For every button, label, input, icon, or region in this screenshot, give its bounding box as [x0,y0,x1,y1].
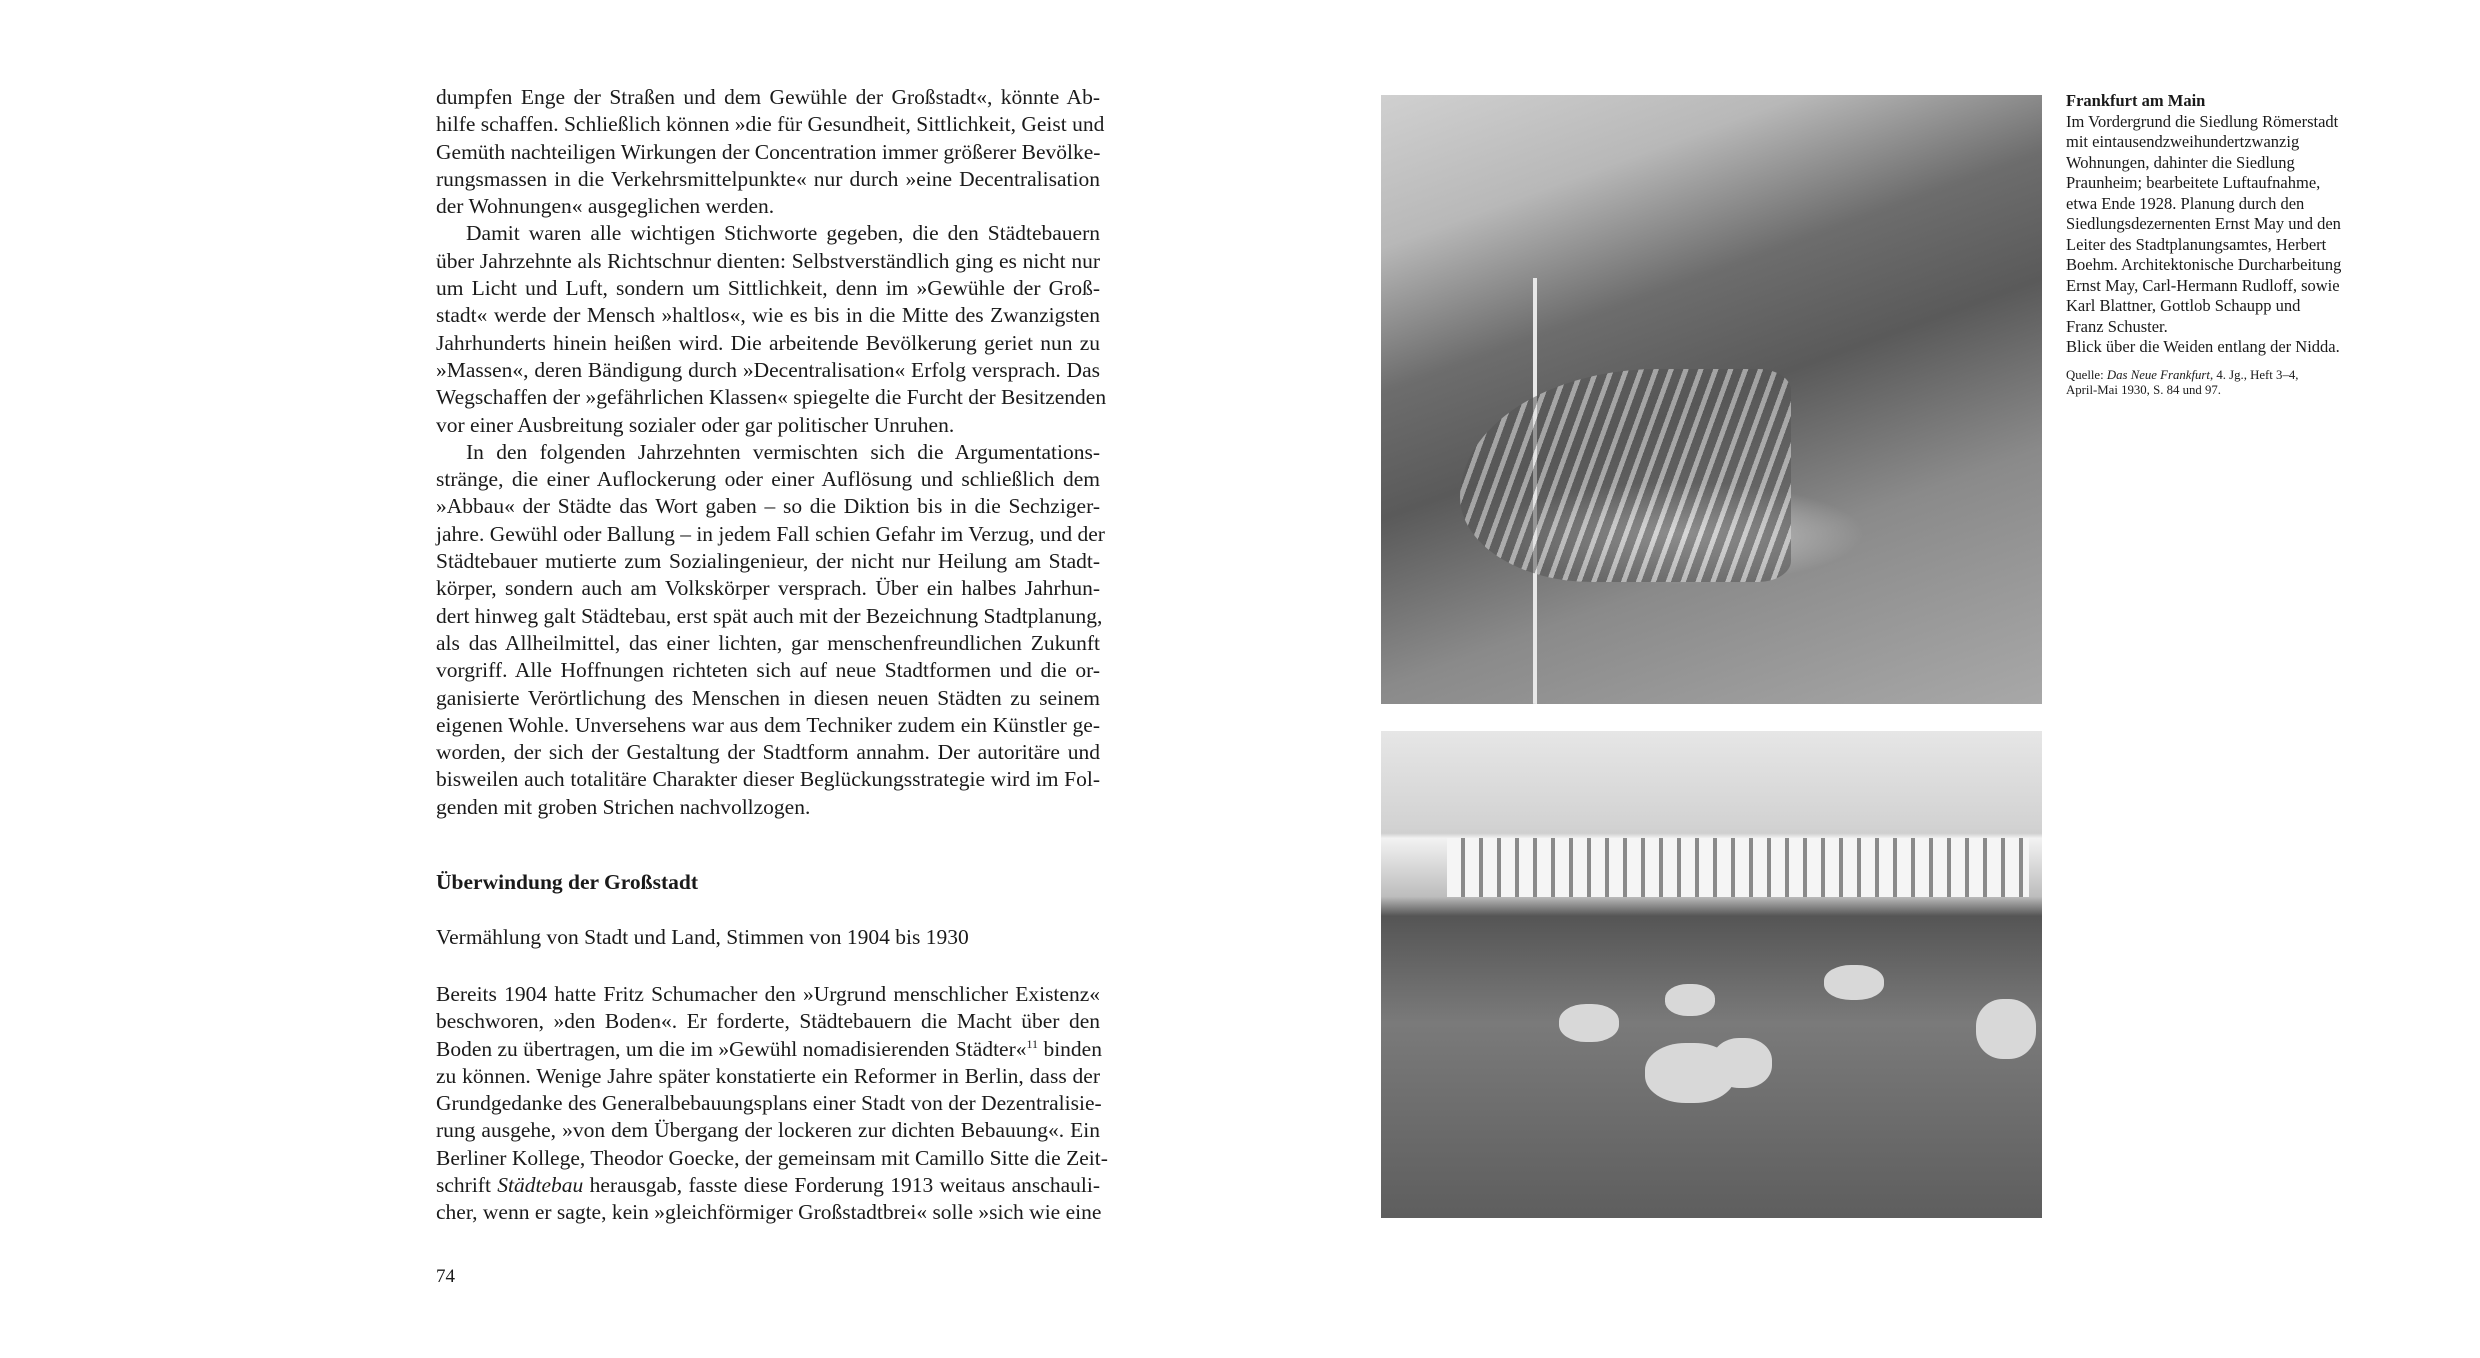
caption-line: Leiter des Stadtplanungsamtes, Herbert [2066,234,2327,254]
text-line: rung ausgehe, »von dem Übergang der lockeren zur dichten Bebauung«. Ein [436,1118,1100,1143]
text-line: genden mit groben Strichen nachvollzogen. [436,794,811,819]
text-line: stränge, die einer Auflockerung oder einer Auflösung und schließlich dem [436,467,1100,492]
source-label: Quelle: [2066,367,2107,382]
text-line: Grundgedanke des Generalbebauungsplans einer Stadt von der Dezentralisie- [436,1091,1102,1116]
aerial-photo-roemerstadt [1381,95,2042,704]
text-line: In den folgenden Jahrzehnten vermischten sich die Argumentations- [466,439,1100,464]
journal-title: Städtebau [497,1173,584,1198]
photo-sheep-pasture [1381,731,2042,1218]
caption-line: Blick über die Weiden entlang der Nidda. [2066,337,2340,356]
text-line: worden, der sich der Gestaltung der Stadtform annahm. Der autoritäre und [436,740,1100,765]
caption-line: Boehm. Architektonische Durcharbeitung [2066,255,2342,274]
caption-line: Ernst May, Carl-Hermann Rudloff, sowie [2066,275,2340,295]
text-line: jahre. Gewühl oder Ballung – in jedem Fall schien Gefahr im Verzug, und der [436,521,1105,546]
caption-title: Frankfurt am Main [2066,91,2206,110]
text-line: vorgriff. Alle Hoffnungen richteten sich auf neue Stadtformen und die or- [436,658,1100,683]
body-text-top [436,84,1107,821]
text-line: stadt« werde der Mensch »haltlos«, wie es bis in die Mitte des Zwanzigsten [436,303,1100,328]
text-line: bisweilen auch totalitäre Charakter dieser Beglückungsstrategie wird im Fol- [436,767,1100,792]
sheep [1824,965,1884,1000]
text-line: dumpfen Enge der Straßen und dem Gewühle der Großstadt«, könnte Ab- [436,85,1100,109]
caption-line: Im Vordergrund die Siedlung Römerstadt [2066,111,2339,131]
text-line: eigenen Wohle. Unversehens war aus dem Techniker zudem ein Künstler ge- [436,712,1100,737]
text-span: schrift [436,1173,498,1198]
section-paragraph [436,981,1108,1227]
text-line: »Massen«, deren Bändigung durch »Decentralisation« Erfolg versprach. Das [436,357,1100,382]
text-line: cher, wenn er sagte, kein »gleichförmiger Großstadtbrei« solle »sich wie eine [436,1200,1102,1225]
caption-body [2066,112,2396,358]
page-number: 74 [436,1266,455,1287]
text-line: Jahrhunderts hinein heißen wird. Die arbeitende Bevölkerung geriet nun zu [436,330,1100,355]
source-detail: April-Mai 1930, S. 84 und 97. [2066,383,2221,397]
text-line: als das Allheilmittel, das einer lichten, gar menschenfreundlichen Zukunft [436,630,1100,655]
text-span: herausgab, fasste diese Forderung 1913 weitaus anschauli- [583,1173,1100,1198]
caption-line: Wohnungen, dahinter die Siedlung [2066,152,2295,172]
text-span: binden [1038,1036,1102,1061]
sheep [1976,999,2036,1059]
text-line: »Abbau« der Städte das Wort gaben – so die Diktion bis in die Sechziger- [436,494,1100,519]
text-line [436,1172,1100,1199]
text-line: körper, sondern auch am Volkskörper versprach. Über ein halbes Jahrhun- [436,576,1100,601]
text-line: um Licht und Luft, sondern um Sittlichkeit, denn im »Gewühle der Groß- [436,276,1100,301]
caption-line: Karl Blattner, Gottlob Schaupp und [2066,296,2301,315]
sheep [1712,1038,1772,1088]
section-subheading: Vermählung von Stadt und Land, Stimmen von 1904 bis 1930 [436,925,969,949]
text-line: Gemüth nachteiligen Wirkungen der Concentration immer größerer Bevölke- [436,139,1101,164]
housing-block [1447,838,2029,896]
text-line: dert hinweg galt Städtebau, erst spät auch mit der Bezeichnung Stadtplanung, [436,603,1103,628]
text-line: ganisierte Verörtlichung des Menschen in diesen neuen Städten zu seinem [436,685,1100,710]
text-line: vor einer Ausbreitung sozialer oder gar politischer Unruhen. [436,412,955,437]
caption-line: Praunheim; bearbeitete Luftaufnahme, [2066,173,2321,192]
sheep [1559,1004,1619,1042]
text-line: beschworen, »den Boden«. Er forderte, Städtebauern die Macht über den [436,1009,1100,1034]
text-line: Wegschaffen der »gefährlichen Klassen« spiegelte die Furcht der Besitzenden [436,385,1107,410]
text-line: der Wohnungen« ausgeglichen werden. [436,194,775,219]
text-line: über Jahrzehnte als Richtschnur dienten: Selbstverständlich ging es nicht nur [436,248,1100,273]
source-detail: , 4. Jg., Heft 3–4, [2209,367,2299,382]
text-line: Damit waren alle wichtigen Stichworte gegeben, die den Städtebauern [466,221,1100,246]
section-heading: Überwindung der Großstadt [436,870,699,894]
caption-line: Franz Schuster. [2066,316,2168,336]
caption-line: etwa Ende 1928. Planung durch den [2066,193,2305,213]
text-span: Boden zu übertragen, um die im »Gewühl nomadisierenden Städter« [436,1036,1027,1061]
caption-line: mit eintausendzweihundertzwanzig [2066,132,2300,151]
caption-line: Siedlungsdezernenten Ernst May und den [2066,214,2341,233]
text-line: rungsmassen in die Verkehrsmittelpunkte« nur durch »eine Decentralisation [436,166,1100,191]
text-line [436,1036,1100,1063]
figure-caption [2066,91,2396,399]
text-line: hilfe schaffen. Schließlich können »die für Gesundheit, Sittlichkeit, Geist und [436,112,1105,137]
source-title: Das Neue Frankfurt [2106,367,2210,382]
text-line: zu können. Wenige Jahre später konstatierte ein Reformer in Berlin, dass der [436,1063,1100,1088]
caption-source [2066,368,2396,399]
text-line: Bereits 1904 hatte Fritz Schumacher den »Urgrund menschlicher Existenz« [436,982,1100,1006]
text-line: Berliner Kollege, Theodor Goecke, der gemeinsam mit Camillo Sitte die Zeit- [436,1145,1108,1170]
sheep [1665,984,1715,1016]
footnote-marker[interactable]: 11 [1026,1036,1039,1051]
text-line: Städtebauer mutierte zum Sozialingenieur, der nicht nur Heilung am Stadt- [436,549,1100,574]
